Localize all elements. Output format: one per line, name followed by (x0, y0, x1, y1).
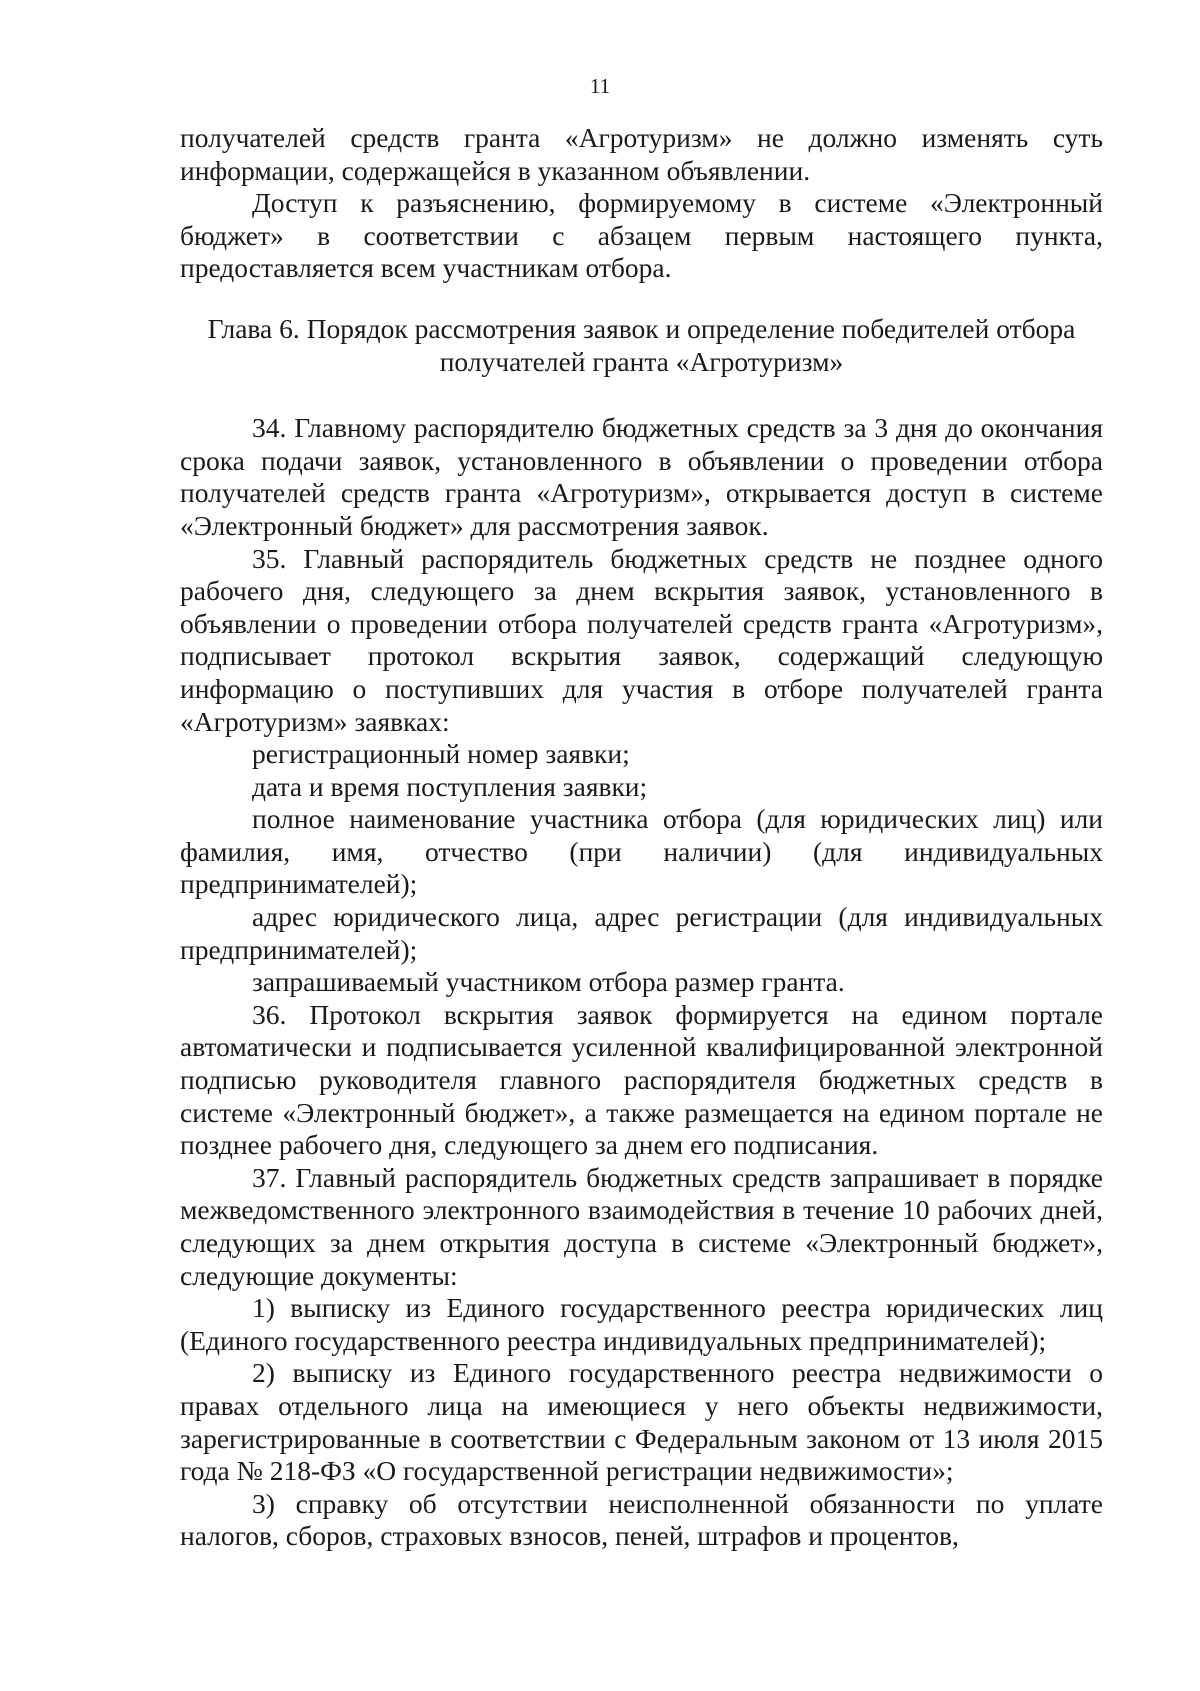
list-item-egrn-extract: 2) выписку из Единого государственного реестра недвижимости о правах отдельного лица на имеющиеся у него объекты недвижимости, зарегистрированные в соответствии с Федеральным законом от 13 июля 2015 года № 218-ФЗ «О государственной регистрации недвижимости»; (180, 1357, 1103, 1487)
paragraph-36: 36. Протокол вскрытия заявок формируется на едином портале автоматически и подписывается усиленной квалифицированной электронной подписью руководителя главного распорядителя бюджетных средств в системе «Электронный бюджет», а также размещается на едином портале не позднее рабочего дня, следующего за днем его подписания. (180, 998, 1103, 1161)
paragraph-access: Доступ к разъяснению, формируемому в системе «Электронный бюджет» в соответствии с абзацем первым настоящего пункта, предоставляется всем участникам отбора. (180, 187, 1103, 284)
page-number: 11 (589, 74, 611, 98)
document-body (180, 122, 1103, 1553)
list-item-tax-certificate: 3) справку об отсутствии неисполненной обязанности по уплате налогов, сборов, страховых взносов, пеней, штрафов и процентов, (180, 1487, 1103, 1552)
paragraph-34: 34. Главному распорядителю бюджетных средств за 3 дня до окончания срока подачи заявок, установленного в объявлении о проведении отбора получателей средств гранта «Агротуризм», открывается доступ в системе «Электронный бюджет» для рассмотрения заявок. (180, 412, 1103, 541)
paragraph-continuation: получателей средств гранта «Агротуризм» не должно изменять суть информации, содержащейся в указанном объявлении. (180, 122, 1103, 186)
chapter-heading: Глава 6. Порядок рассмотрения заявок и определение победителей отбора получателей гранта «Агротуризм» (207, 312, 1076, 377)
list-item-full-name: полное наименование участника отбора (для юридических лиц) или фамилия, имя, отчество (при наличии) (для индивидуальных предпринимателей); (180, 803, 1103, 900)
paragraph-35: 35. Главный распорядитель бюджетных средств не позднее одного рабочего дня, следующего за днем вскрытия заявок, установленного в объявлении о проведении отбора получателей средств гранта «Агротуризм», подписывает протокол вскрытия заявок, содержащий следующую информацию о поступивших для участия в отборе получателей гранта «Агротуризм» заявках: (180, 542, 1103, 737)
list-item-address: адрес юридического лица, адрес регистрации (для индивидуальных предпринимателей); (180, 901, 1103, 965)
list-item-date-time: дата и время поступления заявки; (252, 770, 648, 802)
paragraph-37: 37. Главный распорядитель бюджетных средств запрашивает в порядке межведомственного электронного взаимодействия в течение 10 рабочих дней, следующих за днем открытия доступа в системе «Электронный бюджет», следующие документы: (180, 1161, 1103, 1291)
list-item-grant-size: запрашиваемый участником отбора размер гранта. (252, 966, 845, 998)
list-item-egrul-extract: 1) выписку из Единого государственного реестра юридических лиц (Единого государственного реестра индивидуальных предпринимателей); (180, 1292, 1103, 1356)
list-item-registration-number: регистрационный номер заявки; (252, 738, 630, 770)
